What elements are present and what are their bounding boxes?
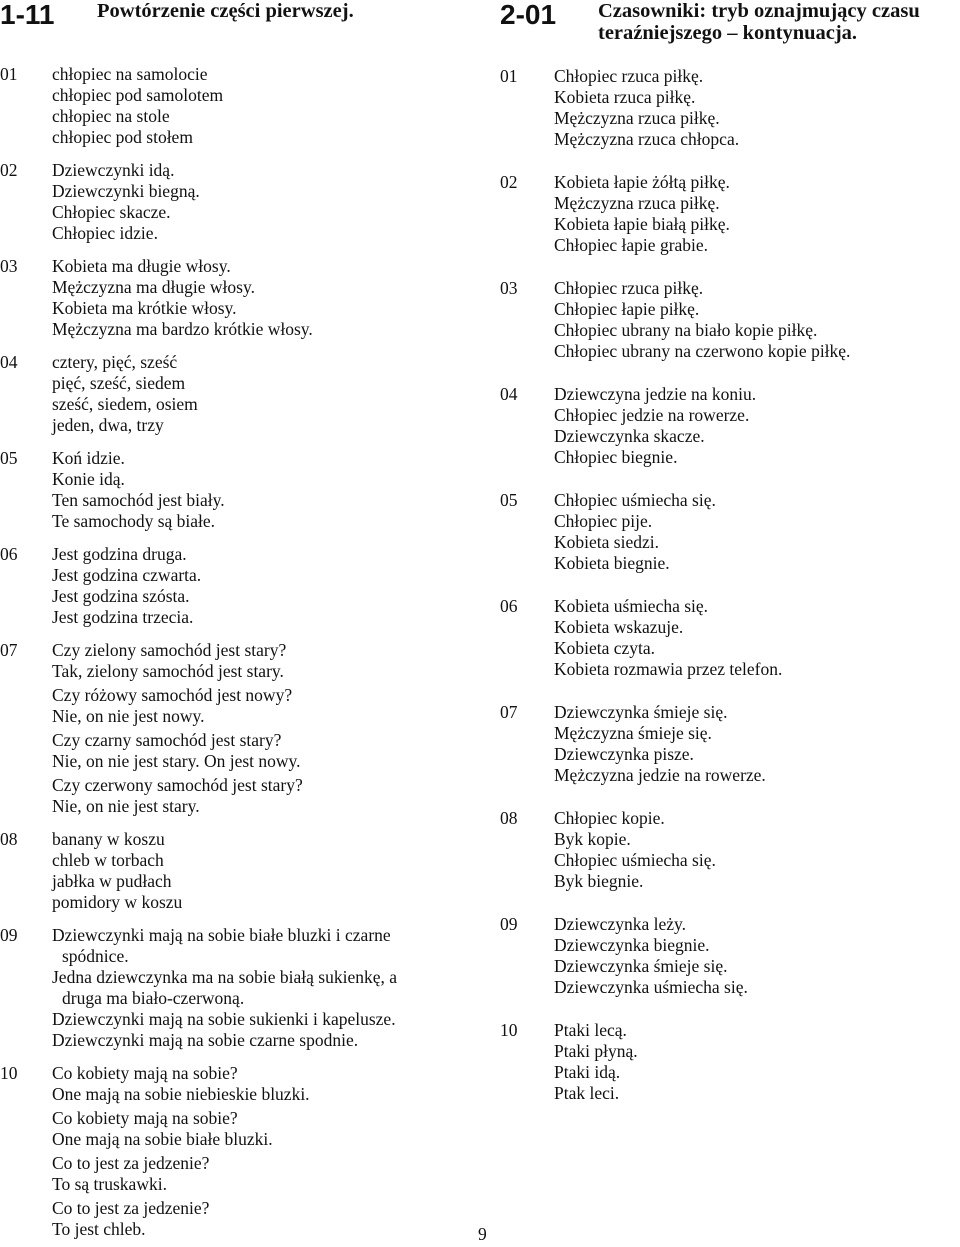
- exercise-line: Chłopiec uśmiecha się.: [554, 850, 716, 870]
- exercise-number: 06: [0, 544, 18, 564]
- exercise-line: Kobieta łapie żółtą piłkę.: [554, 172, 730, 192]
- exercise-line: Nie, on nie jest stary. On jest nowy.: [52, 751, 301, 771]
- page-number: 9: [478, 1224, 487, 1244]
- exercise-line: Jest godzina trzecia.: [52, 607, 194, 627]
- exercise-line: Dziewczynka pisze.: [554, 744, 694, 764]
- exercise-line: Konie idą.: [52, 469, 125, 489]
- exercise-number: 03: [500, 278, 518, 298]
- exercise-line: Byk kopie.: [554, 829, 631, 849]
- left-column: [0, 0, 475, 1240]
- exercise-line: Mężczyzna ma długie włosy.: [52, 277, 255, 297]
- exercise-section: [0, 160, 475, 244]
- exercise-line: Co to jest za jedzenie?: [52, 1153, 210, 1173]
- exercise-line: Mężczyzna rzuca piłkę.: [554, 193, 720, 213]
- exercise-number: 07: [0, 640, 18, 660]
- exercise-line: Czy czerwony samochód jest stary?: [52, 775, 303, 795]
- exercise-line: Kobieta czyta.: [554, 638, 656, 658]
- exercise-line: Kobieta łapie białą piłkę.: [554, 214, 730, 234]
- exercise-line: chłopiec na stole: [52, 106, 170, 126]
- lesson-title-line: teraźniejszego – kontynuacja.: [598, 22, 858, 44]
- exercise-section: [500, 66, 960, 150]
- lesson-title: Powtórzenie części pierwszej.: [97, 0, 354, 22]
- exercise-line: Co kobiety mają na sobie?: [52, 1063, 238, 1083]
- exercise-line: Koń idzie.: [52, 448, 125, 468]
- exercise-section: [0, 544, 475, 628]
- exercise-section: [500, 1020, 960, 1104]
- exercise-number: 10: [0, 1063, 18, 1083]
- exercise-section: [500, 278, 960, 362]
- exercise-section: [500, 702, 960, 786]
- exercise-line-continuation: spódnice.: [62, 946, 129, 966]
- exercise-line: Dziewczynka uśmiecha się.: [554, 977, 748, 997]
- exercise-line: Chłopiec uśmiecha się.: [554, 490, 716, 510]
- lesson-title: [598, 0, 920, 44]
- exercise-number: 05: [0, 448, 18, 468]
- exercise-line: Kobieta rzuca piłkę.: [554, 87, 696, 107]
- exercise-line: Chłopiec rzuca piłkę.: [554, 278, 704, 298]
- exercise-number: 02: [0, 160, 18, 180]
- exercise-line: chłopiec pod samolotem: [52, 85, 224, 105]
- exercise-line: Dziewczynka leży.: [554, 914, 686, 934]
- exercise-line: sześć, siedem, osiem: [52, 394, 198, 414]
- exercise-line: To są truskawki.: [52, 1174, 167, 1194]
- exercise-section: [500, 596, 960, 680]
- exercise-section: [500, 914, 960, 998]
- exercise-line: Chłopiec skacze.: [52, 202, 171, 222]
- exercise-line: Dziewczynka śmieje się.: [554, 702, 728, 722]
- exercise-line: Chłopiec ubrany na biało kopie piłkę.: [554, 320, 818, 340]
- exercise-number: 06: [500, 596, 518, 616]
- exercise-number: 02: [500, 172, 518, 192]
- exercise-line: Chłopiec łapie grabie.: [554, 235, 709, 255]
- lesson-number: 1-11: [0, 0, 55, 30]
- exercise-section: [500, 490, 960, 574]
- exercise-line: Ten samochód jest biały.: [52, 490, 225, 510]
- exercise-line: One mają na sobie niebieskie bluzki.: [52, 1084, 310, 1104]
- exercise-line: Mężczyzna śmieje się.: [554, 723, 712, 743]
- exercise-line: Chłopiec ubrany na czerwono kopie piłkę.: [554, 341, 851, 361]
- exercise-number: 05: [500, 490, 518, 510]
- exercise-line: Mężczyzna rzuca piłkę.: [554, 108, 720, 128]
- right-header: [500, 0, 960, 60]
- exercise-number: 03: [0, 256, 18, 276]
- exercise-line: Chłopiec pije.: [554, 511, 653, 531]
- exercise-section: [0, 352, 475, 436]
- exercise-line: Chłopiec idzie.: [52, 223, 158, 243]
- exercise-line: Jest godzina czwarta.: [52, 565, 202, 585]
- exercise-line: jeden, dwa, trzy: [52, 415, 164, 435]
- exercise-line: Chłopiec biegnie.: [554, 447, 678, 467]
- exercise-line: Mężczyzna jedzie na rowerze.: [554, 765, 766, 785]
- exercise-number: 07: [500, 702, 518, 722]
- right-column: [500, 0, 960, 1104]
- exercise-line: banany w koszu: [52, 829, 165, 849]
- exercise-section: [0, 1063, 475, 1240]
- exercise-line: Ptaki płyną.: [554, 1041, 638, 1061]
- exercise-line: cztery, pięć, sześć: [52, 352, 178, 372]
- exercise-line: Mężczyzna ma bardzo krótkie włosy.: [52, 319, 313, 339]
- exercise-line: Dziewczynka śmieje się.: [554, 956, 728, 976]
- exercise-number: 08: [0, 829, 18, 849]
- exercise-line: Te samochody są białe.: [52, 511, 216, 531]
- exercise-line: Jedna dziewczynka ma na sobie białą sukienkę, a: [52, 967, 398, 987]
- exercise-line: Dziewczynki biegną.: [52, 181, 200, 201]
- exercise-line: jabłka w pudłach: [52, 871, 172, 891]
- exercise-number: 04: [0, 352, 18, 372]
- exercise-line: Chłopiec jedzie na rowerze.: [554, 405, 750, 425]
- exercise-line: Czy różowy samochód jest nowy?: [52, 685, 293, 705]
- exercise-line: Dziewczynki idą.: [52, 160, 175, 180]
- left-header: [0, 0, 475, 56]
- exercise-line: Dziewczynki mają na sobie sukienki i kapelusze.: [52, 1009, 396, 1029]
- exercise-line: Dziewczynki mają na sobie białe bluzki i czarne: [52, 925, 391, 945]
- exercise-line: Mężczyzna rzuca chłopca.: [554, 129, 740, 149]
- exercise-section: [500, 172, 960, 256]
- exercise-section: [0, 256, 475, 340]
- exercise-line: Kobieta wskazuje.: [554, 617, 684, 637]
- exercise-line: Jest godzina druga.: [52, 544, 187, 564]
- exercise-line: Kobieta siedzi.: [554, 532, 659, 552]
- exercise-number: 01: [0, 64, 18, 84]
- exercise-line: Kobieta biegnie.: [554, 553, 670, 573]
- lesson-number: 2-01: [500, 0, 557, 30]
- exercise-section: [0, 640, 475, 817]
- exercise-line: Ptaki lecą.: [554, 1020, 627, 1040]
- exercise-line: Ptak leci.: [554, 1083, 620, 1103]
- exercise-line: chłopiec pod stołem: [52, 127, 193, 147]
- exercise-line: Dziewczynka biegnie.: [554, 935, 710, 955]
- exercise-section: [0, 64, 475, 148]
- exercise-line: Byk biegnie.: [554, 871, 644, 891]
- exercise-line: Kobieta ma krótkie włosy.: [52, 298, 237, 318]
- exercise-number: 09: [500, 914, 518, 934]
- exercise-line: Ptaki idą.: [554, 1062, 621, 1082]
- exercise-line: Czy zielony samochód jest stary?: [52, 640, 287, 660]
- lesson-title-line: Czasowniki: tryb oznajmujący czasu: [598, 0, 920, 22]
- exercise-line: Co to jest za jedzenie?: [52, 1198, 210, 1218]
- exercise-line: Chłopiec łapie piłkę.: [554, 299, 700, 319]
- exercise-line: Tak, zielony samochód jest stary.: [52, 661, 284, 681]
- exercise-number: 04: [500, 384, 518, 404]
- exercise-line: chłopiec na samolocie: [52, 64, 208, 84]
- exercise-line: To jest chleb.: [52, 1219, 146, 1239]
- exercise-line: Chłopiec kopie.: [554, 808, 665, 828]
- exercise-number: 01: [500, 66, 518, 86]
- exercise-line: Kobieta uśmiecha się.: [554, 596, 709, 616]
- exercise-number: 10: [500, 1020, 518, 1040]
- exercise-line: Dziewczynki mają na sobie czarne spodnie.: [52, 1030, 359, 1050]
- exercise-number: 08: [500, 808, 518, 828]
- exercise-line: Nie, on nie jest nowy.: [52, 706, 205, 726]
- exercise-number: 09: [0, 925, 18, 945]
- exercise-section: [0, 448, 475, 532]
- exercise-line: Nie, on nie jest stary.: [52, 796, 200, 816]
- exercise-line: pomidory w koszu: [52, 892, 183, 912]
- exercise-line: Kobieta ma długie włosy.: [52, 256, 231, 276]
- exercise-line: Czy czarny samochód jest stary?: [52, 730, 282, 750]
- exercise-section: [0, 925, 475, 1051]
- exercise-line: Jest godzina szósta.: [52, 586, 190, 606]
- exercise-line: Dziewczynka skacze.: [554, 426, 705, 446]
- exercise-section: [500, 808, 960, 892]
- exercise-line: Co kobiety mają na sobie?: [52, 1108, 238, 1128]
- exercise-line: Chłopiec rzuca piłkę.: [554, 66, 704, 86]
- exercise-line: chleb w torbach: [52, 850, 164, 870]
- exercise-line: Kobieta rozmawia przez telefon.: [554, 659, 783, 679]
- exercise-line: pięć, sześć, siedem: [52, 373, 186, 393]
- exercise-line-continuation: druga ma biało-czerwoną.: [62, 988, 245, 1008]
- exercise-line: Dziewczyna jedzie na koniu.: [554, 384, 757, 404]
- exercise-line: One mają na sobie białe bluzki.: [52, 1129, 273, 1149]
- exercise-section: [500, 384, 960, 468]
- exercise-section: [0, 829, 475, 913]
